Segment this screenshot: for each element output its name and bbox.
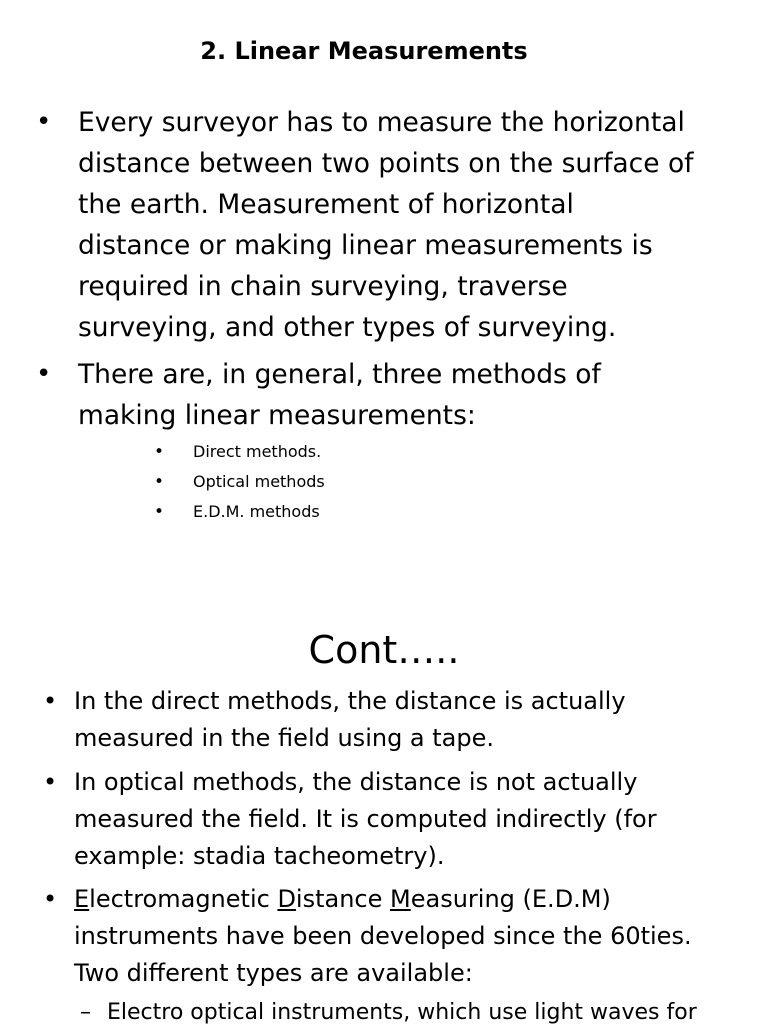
text-line: Every surveyor has to measure the horizontal bbox=[78, 107, 685, 138]
underlined-letter: D bbox=[277, 885, 296, 913]
text-line: In optical methods, the distance is not actually bbox=[74, 768, 638, 796]
sub-bullet-item bbox=[0, 437, 768, 467]
text-line: Two different types are available: bbox=[74, 959, 473, 987]
bullet-dot: • bbox=[43, 687, 58, 715]
text-line: example: stadia tacheometry). bbox=[74, 842, 445, 870]
slide-title: Cont….. bbox=[308, 628, 460, 672]
text-line: distance between two points on the surface of bbox=[78, 148, 694, 179]
bullet-dot: • bbox=[43, 768, 58, 796]
sub-bullet-text: Optical methods bbox=[193, 472, 325, 491]
slide-title: 2. Linear Measurements bbox=[200, 37, 528, 65]
text-line: There are, in general, three methods of bbox=[78, 359, 601, 390]
sub-bullet-text: E.D.M. methods bbox=[193, 502, 320, 521]
bullet-dot: • bbox=[43, 885, 58, 913]
text-fragment: lectromagnetic bbox=[89, 885, 278, 913]
bullet-dot: • bbox=[36, 359, 52, 389]
sub-bullet-text: Direct methods. bbox=[193, 442, 322, 461]
text-line: measured the field. It is computed indirectly (for bbox=[74, 805, 657, 833]
text-line bbox=[74, 881, 764, 918]
sub-bullet-item bbox=[0, 497, 768, 527]
bullet-text bbox=[74, 881, 764, 992]
bullet-text bbox=[78, 354, 758, 436]
text-line: required in chain surveying, traverse bbox=[78, 271, 568, 302]
text-line: the earth. Measurement of horizontal bbox=[78, 189, 574, 220]
text-fragment: istance bbox=[295, 885, 391, 913]
bullet-dot: • bbox=[36, 107, 52, 137]
text-line: instruments have been developed since the 60ties. bbox=[74, 922, 692, 950]
text-line: surveying, and other types of surveying. bbox=[78, 312, 617, 343]
dash-marker: – bbox=[80, 1000, 91, 1025]
text-fragment: easuring (E.D.M) bbox=[410, 885, 611, 913]
text-line: making linear measurements: bbox=[78, 400, 476, 431]
bullet-dot: • bbox=[154, 502, 165, 522]
bullet-dot: • bbox=[154, 442, 165, 462]
underlined-letter: M bbox=[390, 885, 411, 913]
bullet-dot: • bbox=[154, 472, 165, 492]
text-line: measured in the field using a tape. bbox=[74, 724, 495, 752]
bullet-text bbox=[78, 102, 758, 348]
text-line: distance or making linear measurements is bbox=[78, 230, 653, 261]
text-line: In the direct methods, the distance is actually bbox=[74, 687, 626, 715]
underlined-letter: E bbox=[74, 885, 90, 913]
bullet-text bbox=[74, 683, 764, 757]
sub-bullet-item bbox=[0, 467, 768, 497]
bullet-text bbox=[74, 764, 764, 875]
dash-text: Electro optical instruments, which use light waves for bbox=[107, 1000, 697, 1025]
slide-cont bbox=[0, 560, 768, 1024]
